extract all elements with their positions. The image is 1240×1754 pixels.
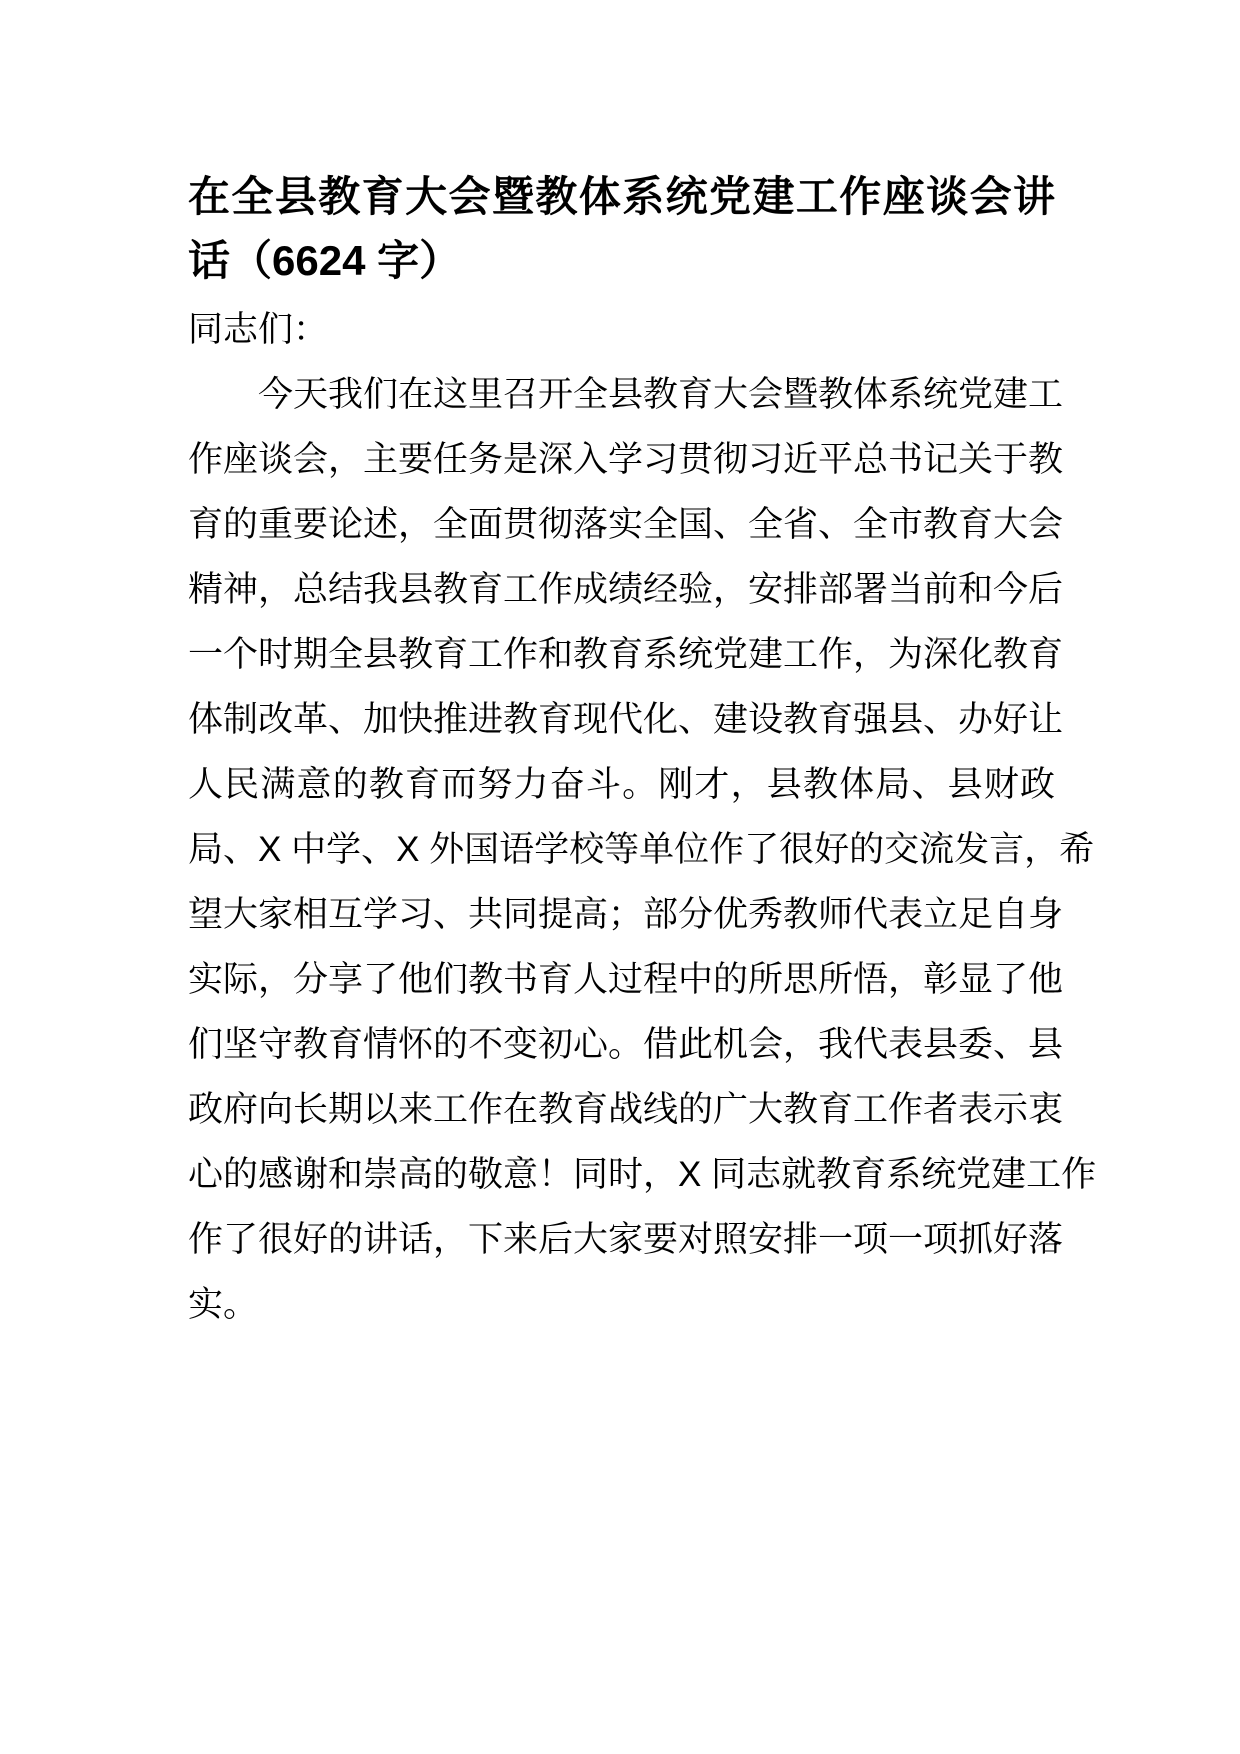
body-text-line: 实。: [188, 1285, 259, 1324]
body-text-line: 人民满意的教育而努力奋斗。刚才，县教体局、县财政: [188, 765, 1055, 804]
body-text-line: 作座谈会，主要任务是深入学习贯彻习近平总书记关于教: [188, 440, 1064, 479]
body-text-line: 望大家相互学习、共同提高；部分优秀教师代表立足自身: [188, 895, 1064, 934]
body-text-line: 心的感谢和崇高的敬意！同时，X 同志就教育系统党建工作: [188, 1155, 1097, 1194]
body-paragraph: [188, 362, 1097, 1337]
document-content: [188, 165, 1097, 1337]
body-text-line: 局、X 中学、X 外国语学校等单位作了很好的交流发言，希: [188, 830, 1095, 869]
body-text-line: 们坚守教育情怀的不变初心。借此机会，我代表县委、县: [188, 1025, 1064, 1064]
body-text-line: 今天我们在这里召开全县教育大会暨教体系统党建工: [258, 375, 1064, 414]
body-text-line: 一个时期全县教育工作和教育系统党建工作，为深化教育: [188, 635, 1064, 674]
salutation-line: 同志们：: [188, 310, 329, 349]
body-text-line: 政府向长期以来工作在教育战线的广大教育工作者表示衷: [188, 1090, 1064, 1129]
body-text-line: 育的重要论述，全面贯彻落实全国、全省、全市教育大会: [188, 505, 1064, 544]
body-text-line: 精神，总结我县教育工作成绩经验，安排部署当前和今后: [188, 570, 1064, 609]
document-title: [188, 165, 1055, 293]
document-title-line-2: 话（6624 字）: [188, 237, 462, 284]
body-text-line: 作了很好的讲话，下来后大家要对照安排一项一项抓好落: [188, 1220, 1064, 1259]
body-text-line: 体制改革、加快推进教育现代化、建设教育强县、办好让: [188, 700, 1064, 739]
document-title-line-1: 在全县教育大会暨教体系统党建工作座谈会讲: [188, 173, 1055, 220]
body-text-line: 实际，分享了他们教书育人过程中的所思所悟，彰显了他: [188, 960, 1064, 999]
